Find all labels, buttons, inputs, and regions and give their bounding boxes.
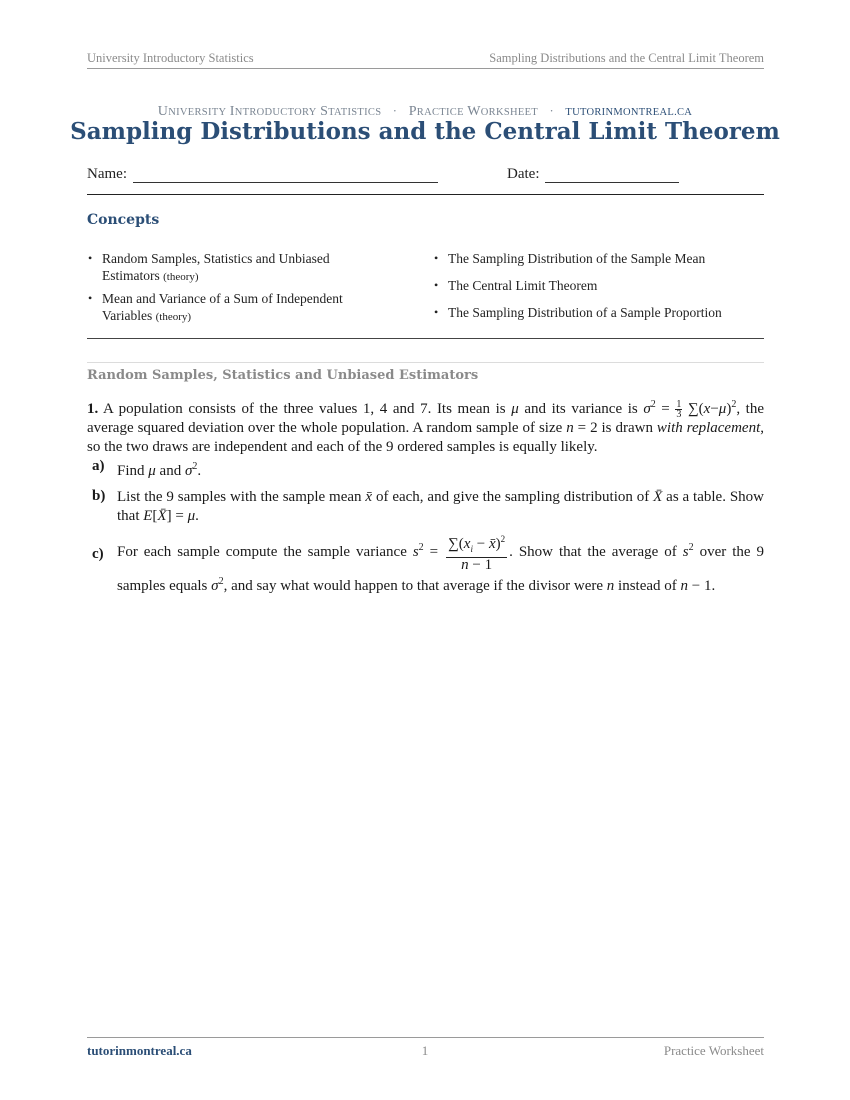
- running-header-right: Sampling Distributions and the Central Limit Theorem: [489, 51, 764, 65]
- concepts-rule: [87, 338, 764, 339]
- footer-label: Practice Worksheet: [663, 1043, 764, 1058]
- part-b-text: List the 9 samples with the sample mean x̄ of each, and give the sampling distribution of X̄ as a table. Show that E[X̄] = μ.: [117, 489, 765, 524]
- part-c-text: For each sample compute the sample variance $s^2$ = $\frac{\sum(x_i - x̄)^2}{n - 1}$ . Show that the average of $s^2$ over the 9 samples equals $\sigma^2$, and say what would happen to that average if the divisor were n instead of n − 1.: [117, 534, 765, 594]
- section-rule: [87, 362, 764, 363]
- brand-site: TUTORINMONTREAL.CA: [565, 107, 693, 118]
- date-field[interactable]: [507, 166, 679, 183]
- brand-separator: ·: [549, 104, 554, 118]
- concept-tag: (theory): [155, 311, 192, 323]
- brand-separator: ·: [392, 104, 398, 118]
- part-a-text: Find μ and $\sigma^2$.: [117, 461, 202, 479]
- running-header-left: University Introductory Statistics: [87, 51, 254, 65]
- name-label: Name:: [87, 166, 127, 182]
- concept-item: • The Sampling Distribution of a Sample Proportion: [433, 304, 764, 321]
- name-blank[interactable]: [133, 168, 438, 183]
- section-heading: Random Samples, Statistics and Unbiased Estimators: [87, 368, 479, 383]
- concept-tag: (theory): [163, 271, 199, 283]
- concept-item: • The Sampling Distribution of the Sample Mean: [433, 250, 764, 267]
- header-rule: [87, 68, 764, 69]
- name-field[interactable]: [87, 166, 438, 183]
- part-a-label: a): [92, 458, 105, 474]
- concepts-heading: Concepts: [87, 212, 160, 228]
- part-c-label: c): [92, 546, 104, 562]
- concept-item: • The Central Limit Theorem: [433, 277, 764, 294]
- brand-kind: PRACTICE WORKSHEET: [408, 104, 539, 119]
- concept-item: • Random Samples, Statistics and Unbiased Estimators (theory): [87, 250, 387, 286]
- question-1-stem: 1. A population consists of the three values 1, 4 and 7. Its mean is μ and its variance is $\sigma^2$ = $\frac{1}{3} \sum(x-\mu)^2$, the average squared deviation over the whole population. A random sample of size n = 2 is drawn with replacement, so the two draws are independent and each of the 9 ordered samples is equally likely.: [87, 399, 764, 455]
- part-b-label: b): [92, 488, 106, 504]
- date-blank[interactable]: [545, 168, 679, 183]
- worksheet-title: Sampling Distributions and the Central Limit Theorem: [70, 118, 780, 145]
- page-number: 1: [421, 1043, 429, 1058]
- title-rule: [87, 194, 764, 195]
- concepts-list-right: [433, 250, 764, 321]
- concepts-list-left: [87, 250, 387, 326]
- footer-site: tutorinmontreal.ca: [87, 1043, 192, 1058]
- date-label: Date:: [507, 166, 540, 182]
- brand-course: UNIVERSITY INTRODUCTORY STATISTICS: [157, 104, 382, 119]
- footer-rule: [87, 1037, 764, 1038]
- question-number: 1.: [87, 401, 99, 417]
- concept-item: • Mean and Variance of a Sum of Independent Variables (theory): [87, 290, 387, 326]
